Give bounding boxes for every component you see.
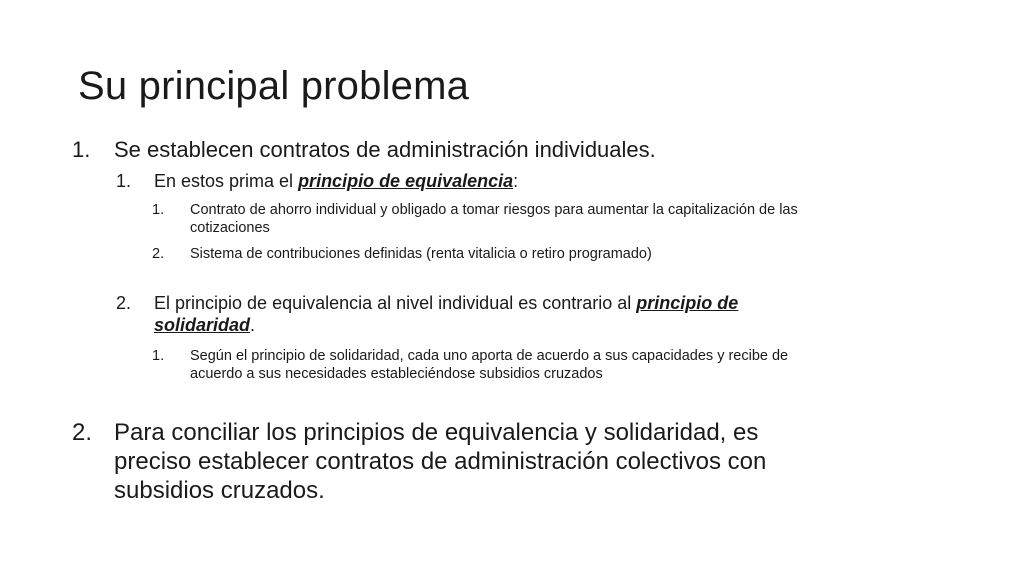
list-number: 1. [152, 348, 165, 364]
list-item-text [154, 170, 836, 192]
list-item-text: Según el principio de solidaridad, cada uno aporta de acuerdo a sus capacidades y recibe de acuerdo a sus necesidades estableciéndose subsidios cruzados [190, 348, 789, 382]
list-item-text: Sistema de contribuciones definidas (renta vitalicia o retiro programado) [190, 246, 652, 262]
slide-title: Su principal problema [78, 64, 470, 108]
list-item-text: Contrato de ahorro individual y obligado a tomar riesgos para aumentar la capitalización de las cotizaciones [190, 202, 798, 236]
list-number: 1. [116, 171, 132, 191]
list-item-text: Para conciliar los principios de equivalencia y solidaridad, es preciso establecer contratos de administración colectivos con subsidios cruzados. [114, 419, 767, 504]
list-item-text: Se establecen contratos de administración individuales. [114, 137, 656, 162]
list-item-1-1 [116, 170, 836, 192]
list-number: 1. [72, 137, 91, 162]
list-item-1-1-1 [152, 201, 818, 237]
list-item-1 [72, 137, 832, 163]
list-item-1-2-1 [152, 347, 812, 383]
list-number: 1. [152, 202, 165, 218]
text-before: El principio de equivalencia al nivel individual es contrario al [154, 293, 637, 313]
list-number: 2. [152, 246, 165, 262]
emphasis-principio-solidaridad: principio de solidaridad [154, 293, 739, 335]
list-item-2 [72, 418, 818, 505]
list-number: 2. [116, 293, 132, 313]
emphasis-principio-equivalencia: principio de equivalencia [298, 171, 514, 191]
text-before: En estos prima el [154, 171, 299, 191]
list-item-1-1-2 [152, 245, 738, 263]
text-after: . [250, 315, 256, 335]
list-item-text [154, 292, 796, 336]
list-number: 2. [72, 419, 93, 446]
list-item-1-2 [116, 292, 796, 336]
text-after: : [513, 171, 519, 191]
